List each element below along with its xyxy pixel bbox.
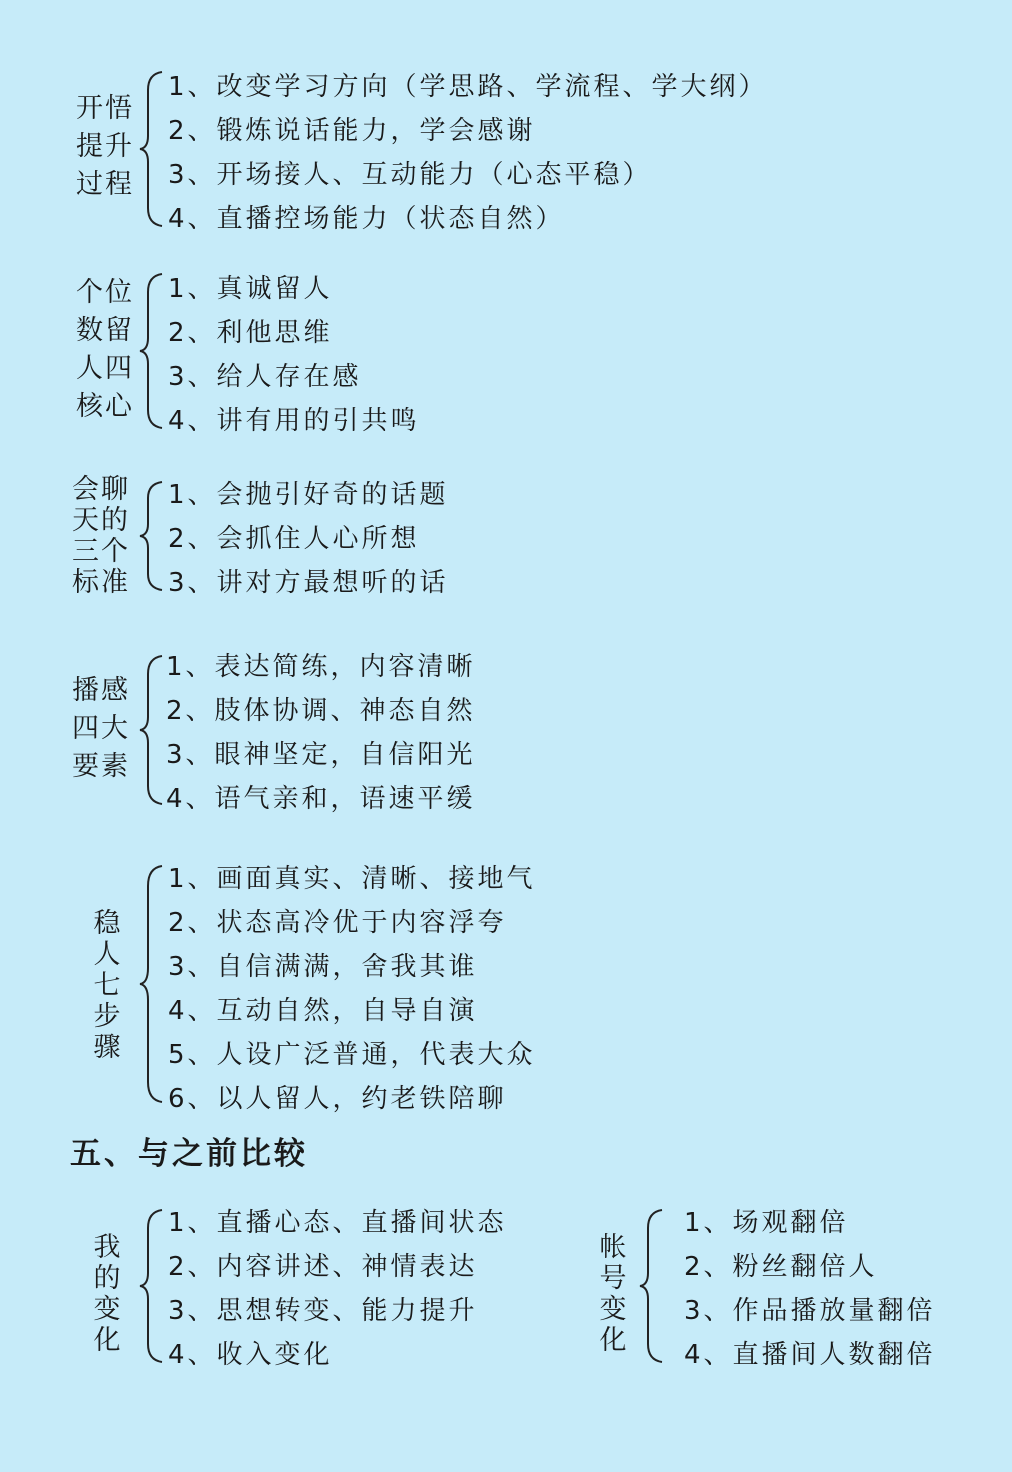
group2-item-2: 2、利他思维 [168, 318, 333, 348]
group5-item-2: 2、状态高冷优于内容浮夸 [168, 908, 507, 938]
group1-item-2: 2、锻炼说话能力，学会感谢 [168, 116, 536, 146]
compare2-item-4: 4、直播间人数翻倍 [684, 1340, 936, 1370]
brace-icon [138, 480, 168, 592]
group-label-1: 开悟 提升 过程 [76, 93, 134, 200]
group5-item-5: 5、人设广泛普通，代表大众 [168, 1040, 536, 1070]
group5-item-3: 3、自信满满，舍我其谁 [168, 952, 478, 982]
brace-icon [138, 654, 168, 806]
group2-item-1: 1、真诚留人 [168, 274, 333, 304]
brace-icon [138, 272, 168, 430]
brace-icon [138, 864, 168, 1104]
group-label-4: 播感 四大 要素 [72, 675, 130, 782]
group4-item-4: 4、语气亲和，语速平缓 [166, 784, 476, 814]
group5-item-1: 1、画面真实、清晰、接地气 [168, 864, 536, 894]
brace-icon [138, 1208, 168, 1364]
group3-item-3: 3、讲对方最想听的话 [168, 568, 449, 598]
compare2-item-2: 2、粉丝翻倍人 [684, 1252, 878, 1282]
compare1-item-2: 2、内容讲述、神情表达 [168, 1252, 478, 1282]
group4-item-1: 1、表达简练，内容清晰 [166, 652, 476, 682]
compare-label-1: 我 的 变 化 [93, 1232, 123, 1356]
compare2-item-1: 1、场观翻倍 [684, 1208, 849, 1238]
group1-item-4: 4、直播控场能力（状态自然） [168, 204, 565, 234]
group2-item-4: 4、讲有用的引共鸣 [168, 406, 420, 436]
brace-icon [138, 70, 168, 228]
brace-icon [638, 1208, 668, 1364]
group4-item-3: 3、眼神坚定，自信阳光 [166, 740, 476, 770]
group3-item-2: 2、会抓住人心所想 [168, 524, 420, 554]
compare1-item-1: 1、直播心态、直播间状态 [168, 1208, 507, 1238]
group-label-2: 个位 数留 人四 核心 [76, 277, 134, 422]
group1-item-3: 3、开场接人、互动能力（心态平稳） [168, 160, 652, 190]
compare1-item-3: 3、思想转变、能力提升 [168, 1296, 478, 1326]
group-label-5: 稳 人 七 步 骤 [93, 908, 123, 1063]
compare2-item-3: 3、作品播放量翻倍 [684, 1296, 936, 1326]
group2-item-3: 3、给人存在感 [168, 362, 362, 392]
group3-item-1: 1、会抛引好奇的话题 [168, 480, 449, 510]
group5-item-4: 4、互动自然，自导自演 [168, 996, 478, 1026]
compare-label-2: 帐 号 变 化 [599, 1232, 629, 1356]
group4-item-2: 2、肢体协调、神态自然 [166, 696, 476, 726]
group5-item-6: 6、以人留人，约老铁陪聊 [168, 1084, 507, 1114]
section-heading: 五、与之前比较 [70, 1136, 308, 1172]
compare1-item-4: 4、收入变化 [168, 1340, 333, 1370]
group-label-3: 会聊 天的 三个 标准 [72, 474, 130, 598]
group1-item-1: 1、改变学习方向（学思路、学流程、学大纲） [168, 72, 768, 102]
